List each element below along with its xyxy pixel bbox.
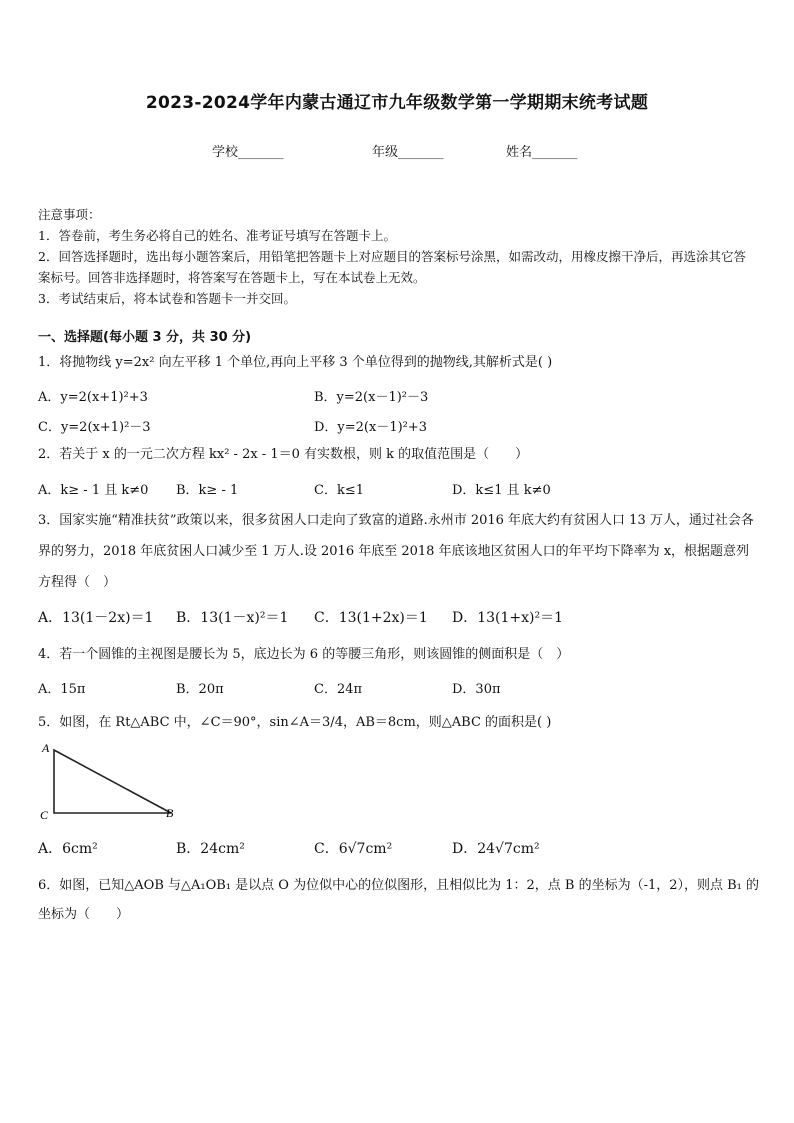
question-2-stem: 2．若关于 x 的一元二次方程 kx² - 2x - 1＝0 有实数根，则 k 的取值范围是（ ） (38, 447, 529, 462)
q5-option-c: C．6√7cm² (314, 841, 393, 857)
notice-item: 2．回答选择题时，选出每小题答案后，用铅笔把答题卡上对应题目的答案标号涂黑，如需改动，用橡皮擦干净后，再选涂其它答案标号。回答非选择题时，将答案写在答题卡上，写在本试卷上无效。 (38, 249, 746, 285)
notice-block (38, 204, 758, 309)
q2-option-b: B．k≥ - 1 (176, 483, 239, 498)
grade-field: 年级_______ (372, 145, 444, 160)
notice-heading: 注意事项： (38, 207, 101, 222)
q4-option-c: C．24π (314, 682, 363, 697)
q5-option-d: D．24√7cm² (452, 841, 540, 857)
vertex-label-c: C (40, 808, 49, 822)
question-1-stem: 1．将抛物线 y=2x² 向左平移 1 个单位,再向上平移 3 个单位得到的抛物线,其解析式是( ) (38, 355, 553, 370)
q3-option-d: D．13(1+x)²＝1 (452, 610, 564, 626)
q1-option-a: A．y=2(x+1)²+3 (38, 390, 148, 405)
notice-item: 3．考试结束后，将本试卷和答题卡一并交回。 (38, 291, 296, 306)
q1-option-d: D．y=2(x－1)²+3 (314, 420, 428, 435)
question-5-stem: 5．如图，在 Rt△ABC 中，∠C＝90°，sin∠A＝3/4，AB＝8cm，则△ABC 的面积是( ) (38, 715, 552, 730)
section-heading: 一、选择题(每小题 3 分，共 30 分) (38, 330, 252, 345)
q2-option-c: C．k≤1 (314, 483, 364, 498)
vertex-label-b: B (166, 806, 174, 820)
question-3-stem: 3．国家实施“精准扶贫”政策以来，很多贫困人口走向了致富的道路.永州市 2016 年底大约有贫困人口 13 万人，通过社会各界的努力，2018 年底贫困人口减少至 1 万人.设 2016 年底至 2018 年底该地区贫困人口的年平均下降率为 x，根据题意列方程得（ ） (38, 513, 754, 590)
school-field: 学校_______ (212, 145, 284, 160)
q1-option-b: B．y=2(x－1)²－3 (314, 390, 429, 405)
question-4-stem: 4．若一个圆锥的主视图是腰长为 5，底边长为 6 的等腰三角形，则该圆锥的侧面积是（ ） (38, 647, 570, 662)
q2-option-a: A．k≥ - 1 且 k≠0 (38, 483, 149, 498)
q2-option-d: D．k≤1 且 k≠0 (452, 483, 551, 498)
q3-option-a: A．13(1－2x)＝1 (38, 610, 154, 626)
vertex-label-a: A (42, 741, 50, 755)
name-field: 姓名_______ (506, 145, 578, 160)
q5-option-a: A．6cm² (38, 841, 98, 857)
q3-option-c: C．13(1+2x)＝1 (314, 610, 428, 626)
q3-option-b: B．13(1－x)²＝1 (176, 610, 289, 626)
notice-item: 1．答卷前，考生务必将自己的姓名、准考证号填写在答题卡上。 (38, 228, 396, 243)
q1-option-c: C．y=2(x+1)²－3 (38, 420, 151, 435)
q4-option-a: A．15π (38, 682, 86, 697)
q4-option-b: B．20π (176, 682, 224, 697)
right-triangle-figure (36, 740, 186, 824)
q5-option-b: B．24cm² (176, 841, 245, 857)
question-6-stem: 6．如图，已知△AOB 与△A₁OB₁ 是以点 O 为位似中心的位似图形，且相似比为 1：2，点 B 的坐标为（-1，2），则点 B₁ 的坐标为（ ） (38, 878, 760, 922)
q4-option-d: D．30π (452, 682, 501, 697)
exam-title: 2023-2024学年内蒙古通辽市九年级数学第一学期期末统考试题 (145, 93, 649, 113)
triangle-abc (54, 750, 171, 813)
